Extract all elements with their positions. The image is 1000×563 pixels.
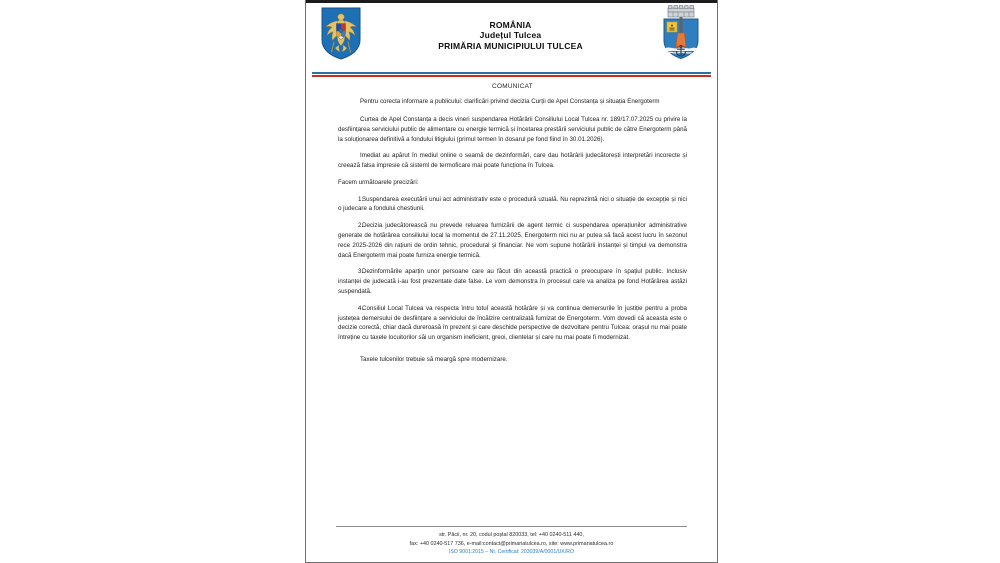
- closing-statement: Taxele tulcenilor trebuie să meargă spre modernizare.: [360, 356, 508, 364]
- numbered-point-3: [338, 267, 687, 296]
- numbered-point-1: [338, 195, 687, 215]
- list-intro: Facem următoarele precizări:: [338, 178, 419, 186]
- masthead-title-block: [362, 20, 659, 51]
- footer-divider: [336, 526, 687, 527]
- footer-address: str. Păcii, nr. 20, codul poștal 820033, tel: +40 0240-511 440,: [439, 532, 584, 539]
- numbered-point-4: [338, 304, 687, 343]
- masthead-country: ROMÂNIA: [489, 19, 532, 30]
- document-body: [306, 82, 717, 365]
- paragraph-disinformation: Imediat au apărut în mediul online o seamă de dezinformări, care dau hotărârii judecătorești interpretări incorecte și creează falsa impresie că sisteml de termoficare mai poate funcționa în Tulcea.: [338, 152, 687, 170]
- separator-red-line: [312, 75, 711, 77]
- footer-contact: fax: +40 0240-517 736, e-mail:contact@primariatulcea.ro, site: www.primariatulcea.ro: [409, 540, 614, 547]
- document-title: COMUNICAT: [492, 83, 533, 90]
- romanian-coat-of-arms-icon: [320, 6, 362, 66]
- masthead-institution: PRIMĂRIA MUNICIPIULUI TULCEA: [438, 40, 583, 51]
- document-masthead: [306, 3, 717, 68]
- paragraph-court-decision: Curtea de Apel Constanța a decis vineri suspendarea Hotărârii Consiliului Local Tulcea nr. 189/17.07.2025 cu privire la desființarea serviciului public de alimentare cu energie termică și încetarea prestării serviciului public de către Energoterm până la soluționarea definitivă a fondului litigiului (primul termen în dosarul pe fond fiind în 30.01.2026).: [338, 115, 687, 143]
- tulcea-city-coat-of-arms-icon: [659, 5, 703, 66]
- point-1-text: Suspendarea executării unui act administrativ este o procedură uzuală. Nu reprezintă nici o situație de excepție și nici o judecare a fondului chestiunii.: [338, 195, 687, 213]
- numbered-point-2: [338, 221, 687, 260]
- point-4-number: 4.: [358, 304, 364, 312]
- masthead-county: Județul Tulcea: [479, 30, 542, 41]
- header-separator-bar: [312, 72, 711, 77]
- document-lead: Pentru corecta informare a publicului: clarificări privind decizia Curții de Apel Constanța și situația Energoterm: [360, 98, 660, 106]
- document-page: [305, 0, 718, 563]
- point-2-number: 2.: [358, 222, 364, 230]
- document-footer: [336, 526, 687, 556]
- footer-iso-certificate: ISO 9001:2015 – Nr. Certificat: 203039/A/0001/UK/RO: [448, 548, 575, 555]
- point-2-text: Decizia judecătorească nu prevede reluarea furnizării de agent termic ci suspendarea operațiunilor administrative generate de hotărârea consiliului local la momentul de 27.11.2025. Energoterm nici nu ar putea să facă acest lucru în sezonul rece 2025-2026 din rațiuni de ordin tehnic, procedural și financiar. Ne vom supune hotărârii instanței și timpul va demonstra dacă Energoterm mai poate furniza energie termică.: [338, 222, 687, 259]
- point-3-number: 3.: [358, 268, 364, 276]
- point-4-text: Consiliul Local Tulcea va respecta întru totul această hotărâre și va continua demersurile în justiție pentru a proba justețea demersului de desființare a serviciului de încălzire centralizată furnizat de Energoterm. Vom dovedi că aceasta este o decizie corectă, chiar dacă dureroasă în prezent și care deschide perspective de dezvoltare pentru Tulcea: orașul nu mai poate întreține cu taxele locuitorilor săi un organism ineficient, greoi, clientelar și care nu mai poate fi modernizat.: [338, 304, 687, 342]
- point-3-text: Dezinformările aparțin unor persoane care au făcut din această practică o preocupare în spațiul public. Inclusiv instanței de judecată i-au fost prezentate date false. Le vom demonstra în procesul care va analiza pe fond Hotărârea astăzi suspendată.: [338, 268, 687, 296]
- point-1-number: 1.: [358, 195, 364, 203]
